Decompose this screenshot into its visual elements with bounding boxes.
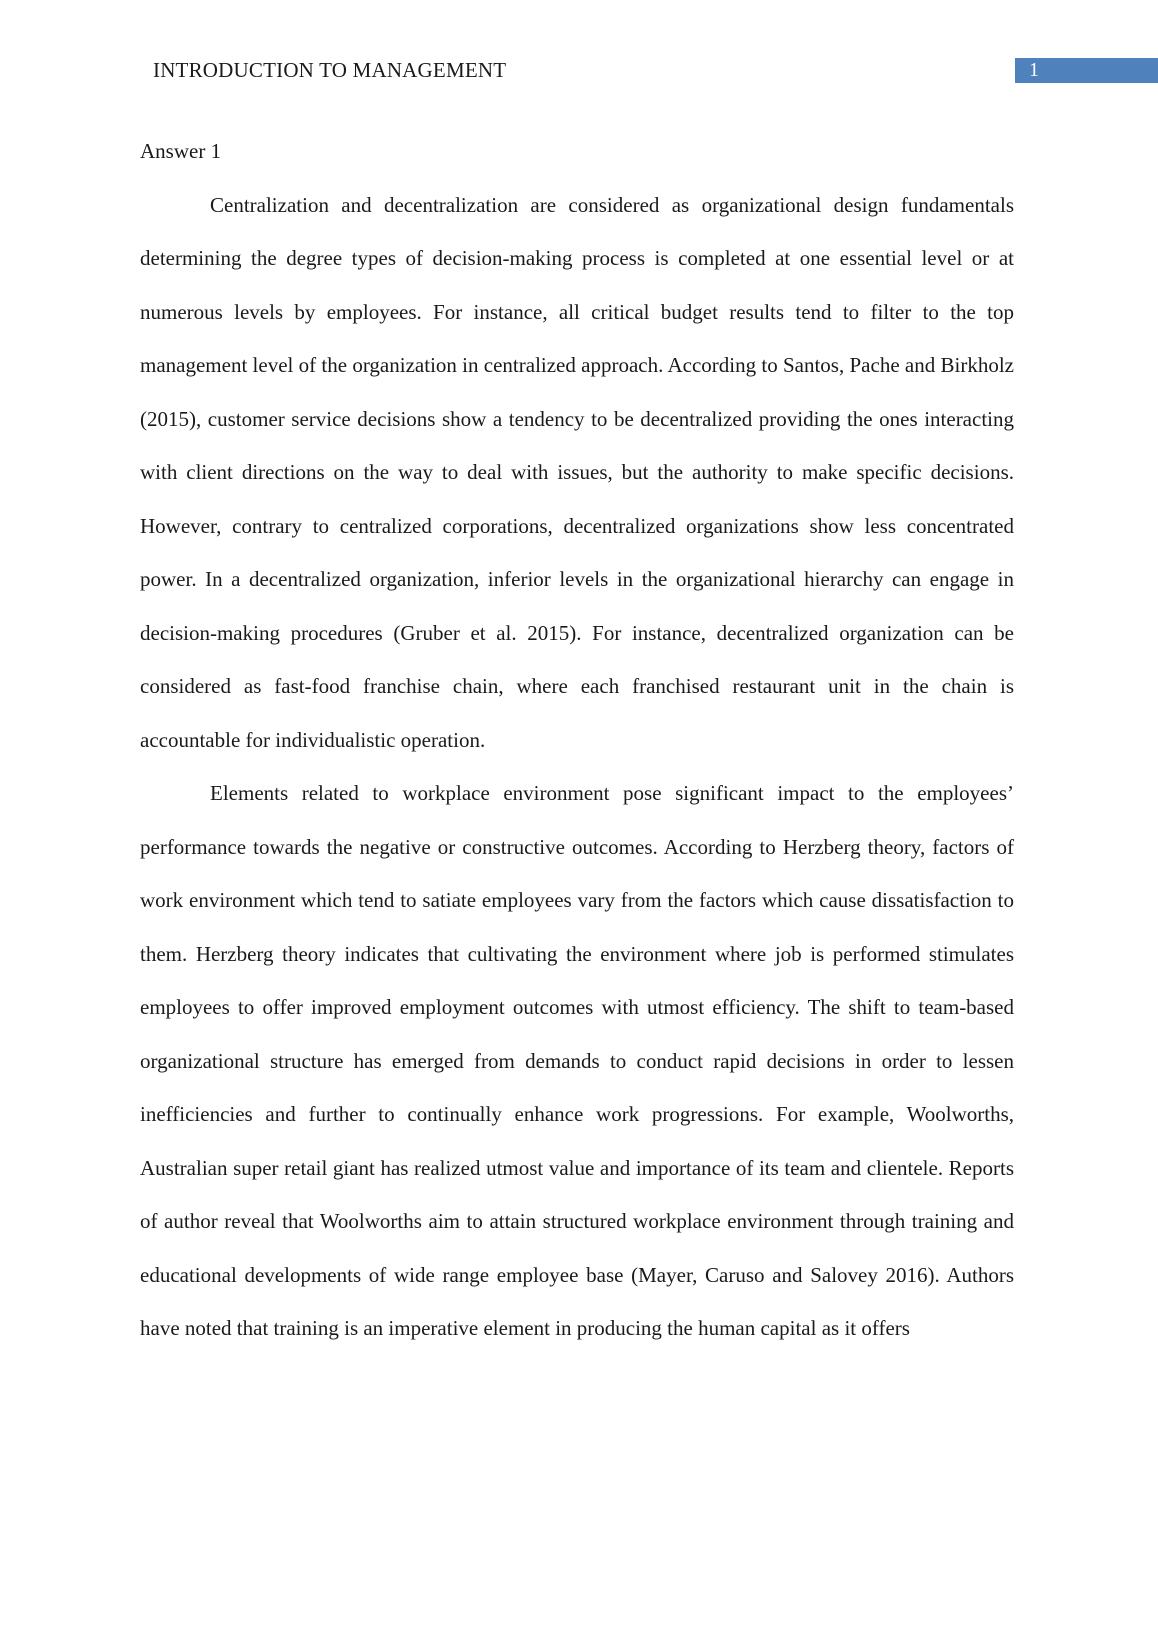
paragraph-1: Centralization and decentralization are considered as organizational design fundamentals determining the degree types of decision-making process is completed at one essential level or at numerous levels by employees. For instance, all critical budget results tend to filter to the top management level of the organization in centralized approach. According to Santos, Pache and Birkholz (2015), customer service decisions show a tendency to be decentralized providing the ones interacting with client directions on the way to deal with issues, but the authority to make specific decisions. However, contrary to centralized corporations, decentralized organizations show less concentrated power. In a decentralized organization, inferior levels in the organizational hierarchy can engage in decision-making procedures (Gruber et al. 2015). For instance, decentralized organization can be considered as fast-food franchise chain, where each franchised restaurant unit in the chain is accountable for individualistic operation. [140, 192, 1014, 752]
running-head: INTRODUCTION TO MANAGEMENT [153, 58, 507, 82]
page-number: 1 [1029, 59, 1039, 81]
section-heading: Answer 1 [140, 139, 222, 163]
document-body [140, 125, 1014, 1356]
paragraph-2: Elements related to workplace environment pose significant impact to the employees’ performance towards the negative or constructive outcomes. According to Herzberg theory, factors of work environment which tend to satiate employees vary from the factors which cause dissatisfaction to them. Herzberg theory indicates that cultivating the environment where job is performed stimulates employees to offer improved employment outcomes with utmost efficiency. The shift to team-based organizational structure has emerged from demands to conduct rapid decisions in order to lessen inefficiencies and further to continually enhance work progressions. For example, Woolworths, Australian super retail giant has realized utmost value and importance of its team and clientele. Reports of author reveal that Woolworths aim to attain structured workplace environment through training and educational developments of wide range employee base (Mayer, Caruso and Salovey 2016). Authors have noted that training is an imperative element in producing the human capital as it offers [140, 781, 1014, 1340]
page-number-box [1015, 58, 1158, 83]
